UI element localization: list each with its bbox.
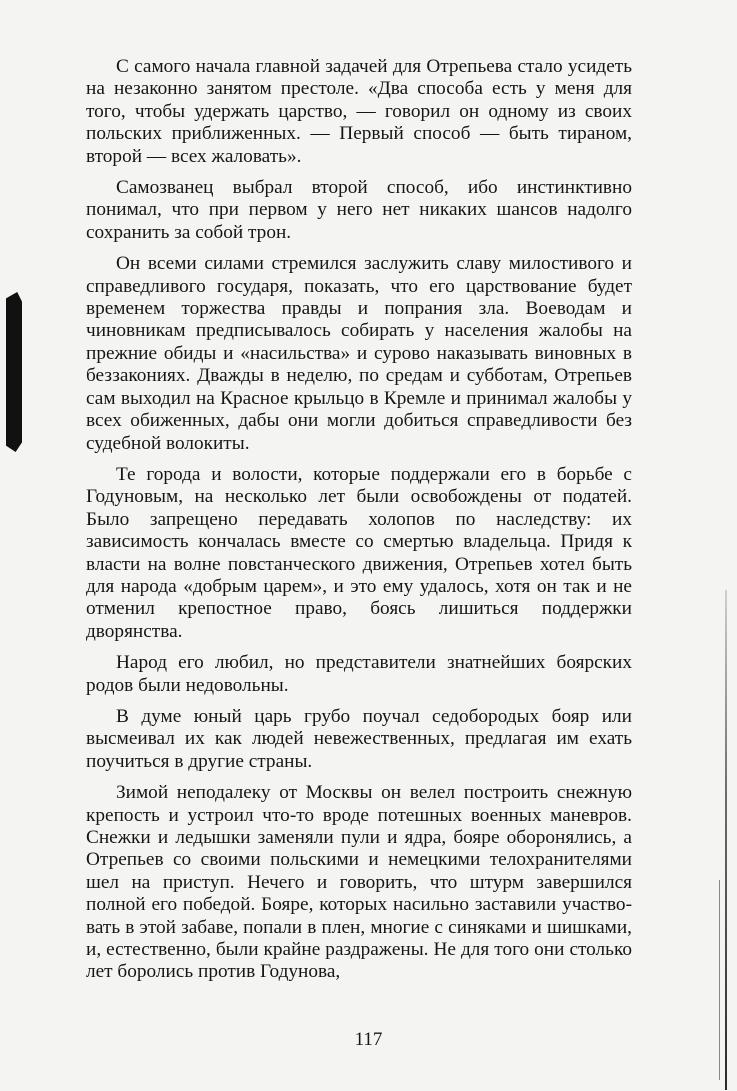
paragraph: Зимой неподалеку от Москвы он велел построить снежную крепость и устроил что-то вроде потешных военных маневров. Снежки и ледышки заменяли пули и ядра, бояре оборонялись, а Отрепьев со своими польскими и немецкими телохранителями шел на приступ. Нечего и говорить, что штурм завершился полной его победой. Бояре, которых насильно заставили участвовать в этой забаве, попали в плен, многие с синяками и шишками, и, естественно, были крайне раздражены. Не для того они столько лет боролись против Годунова, xyxy=(86,782,632,983)
body-text xyxy=(86,56,632,990)
paragraph: Самозванец выбрал второй способ, ибо инстинктивно понимал, что при первом у него нет никаких шансов надолго сохранить за собой трон. xyxy=(86,177,632,243)
page-number: 117 xyxy=(354,1029,383,1050)
paragraph: В думе юный царь грубо поучал седобородых бояр или высмеивал их как людей невежественных, предлагая им ехать поучиться в другие страны. xyxy=(86,705,632,772)
paragraph: Те города и волости, которые поддержали его в борьбе с Годуновым, на несколько лет были освобождены от податей. Было запрещено передавать холопов по наследству: их зависимость кончалась вместе со смертью владельца. Придя к власти на волне повстанческого движения, Отрепьев хотел быть для народа «добрым царем», и это ему удалось, хотя он так и не отменил крепостное право, боясь лишиться поддержки дворянства. xyxy=(86,463,632,642)
paragraph: Народ его любил, но представители знатнейших боярских родов были недовольны. xyxy=(86,652,632,696)
paragraph: Он всеми силами стремился заслужить славу милостивого и справедливого государя, показать, что его царствование будет временем торжества правды и попрания зла. Воеводам и чиновникам предписывалось собирать у населения жалобы на прежние обиды и «насильства» и сурово наказывать виновных в беззакониях. Дважды в неделю, по средам и субботам, Отрепьев сам выходил на Красное крыльцо в Кремле и принимал жалобы у всех обиженных, дабы они могли добиться справедливости без судебной волокиты. xyxy=(86,253,632,454)
paragraph: С самого начала главной задачей для Отрепьева стало усидеть на незаконно занятом престоле. «Два способа есть у меня для того, чтобы удержать царство, — говорил он одному из своих польских приближенных. — Первый способ — быть тираном, второй — всех жаловать». xyxy=(86,56,632,167)
scan-page-edge xyxy=(725,590,727,1090)
scan-binding-shadow xyxy=(6,292,22,452)
